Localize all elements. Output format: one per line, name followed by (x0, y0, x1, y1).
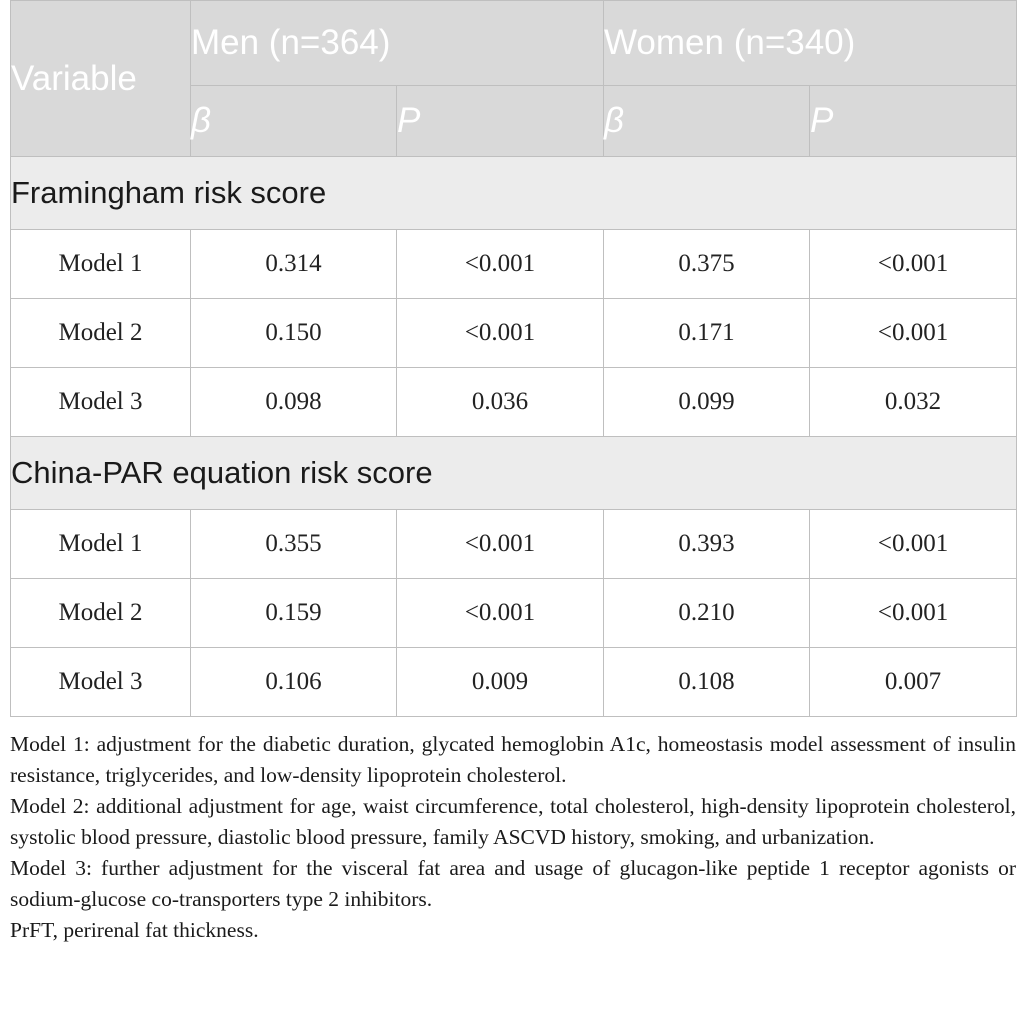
cell-men-p: 0.009 (397, 648, 604, 717)
row-label: Model 1 (11, 510, 191, 579)
cell-men-beta: 0.106 (191, 648, 397, 717)
cell-women-p: <0.001 (810, 299, 1017, 368)
cell-men-p: <0.001 (397, 510, 604, 579)
cell-men-p: <0.001 (397, 230, 604, 299)
row-label: Model 3 (11, 648, 191, 717)
cell-women-p: 0.007 (810, 648, 1017, 717)
table-row (11, 648, 1017, 717)
row-label: Model 3 (11, 368, 191, 437)
cell-women-beta: 0.108 (604, 648, 810, 717)
cell-women-beta: 0.375 (604, 230, 810, 299)
cell-men-beta: 0.098 (191, 368, 397, 437)
row-label: Model 2 (11, 579, 191, 648)
table-row (11, 368, 1017, 437)
row-label: Model 2 (11, 299, 191, 368)
regression-table (10, 0, 1017, 717)
header-group-men: Men (n=364) (191, 1, 604, 86)
cell-men-p: <0.001 (397, 299, 604, 368)
table-header (11, 1, 1017, 157)
cell-women-p: 0.032 (810, 368, 1017, 437)
header-women-p: P (810, 86, 1017, 157)
section-title: China-PAR equation risk score (11, 437, 1017, 510)
cell-men-p: 0.036 (397, 368, 604, 437)
cell-men-p: <0.001 (397, 579, 604, 648)
footnote-model-3: Model 3: further adjustment for the visceral fat area and usage of glucagon-like peptide 1 receptor agonists or sodium-glucose co-transporters type 2 inhibitors. (10, 856, 1016, 911)
table-row (11, 510, 1017, 579)
table-row (11, 579, 1017, 648)
cell-women-p: <0.001 (810, 230, 1017, 299)
cell-men-beta: 0.150 (191, 299, 397, 368)
table-footnotes (10, 729, 1016, 946)
row-label: Model 1 (11, 230, 191, 299)
section-title: Framingham risk score (11, 157, 1017, 230)
cell-women-beta: 0.210 (604, 579, 810, 648)
table-body (11, 157, 1017, 717)
cell-men-beta: 0.159 (191, 579, 397, 648)
cell-women-p: <0.001 (810, 510, 1017, 579)
footnote-abbreviation: PrFT, perirenal fat thickness. (10, 918, 259, 942)
cell-women-beta: 0.099 (604, 368, 810, 437)
section-row-china-par (11, 437, 1017, 510)
footnote-model-1: Model 1: adjustment for the diabetic duration, glycated hemoglobin A1c, homeostasis model assessment of insulin resistance, triglycerides, and low-density lipoprotein cholesterol. (10, 732, 1016, 787)
cell-women-beta: 0.171 (604, 299, 810, 368)
table-container (10, 0, 1016, 946)
footnote-model-2: Model 2: additional adjustment for age, waist circumference, total cholesterol, high-density lipoprotein cholesterol, systolic blood pressure, diastolic blood pressure, family ASCVD history, smoking, and urbanization. (10, 794, 1016, 849)
header-group-women: Women (n=340) (604, 1, 1017, 86)
cell-women-p: <0.001 (810, 579, 1017, 648)
header-women-beta: β (604, 86, 810, 157)
section-row-framingham (11, 157, 1017, 230)
cell-men-beta: 0.314 (191, 230, 397, 299)
cell-women-beta: 0.393 (604, 510, 810, 579)
cell-men-beta: 0.355 (191, 510, 397, 579)
table-row (11, 299, 1017, 368)
header-men-p: P (397, 86, 604, 157)
header-men-beta: β (191, 86, 397, 157)
table-row (11, 230, 1017, 299)
header-variable: Variable (11, 1, 191, 157)
